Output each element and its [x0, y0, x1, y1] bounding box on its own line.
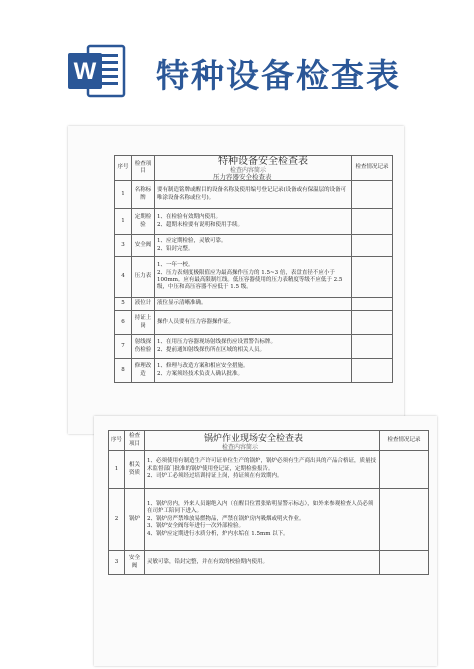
header-num: 序号	[115, 156, 132, 181]
table-row: 7 射线探伤检验 1、在用压力容器现场射线探伤应设置警告标牌。 2、提前通知射线探伤所在区域的相关人员。	[115, 335, 393, 359]
table-row: 1 定期检验 1、在检验有效期内使用。 2、超期未检要有说明和使用手续。	[115, 209, 393, 235]
doc1-overlay-heading: 压力容器安全检查表	[213, 173, 272, 181]
table-row: 1 相关资质 1、必须使用有制造生产许可证单位生产的锅炉，锅炉必须有生产商出具的产品合格证，质量技术监督部门批准的锅炉使用登记证，定期检验报告。 2、司炉工必须经过培训持证上岗，持证须在有效期内。	[109, 451, 429, 489]
doc1-subtitle: 检查内容简示	[230, 167, 267, 174]
doc2-table	[108, 430, 429, 575]
word-logo-letter: W	[73, 58, 97, 85]
header-item: 检查项目	[125, 431, 145, 451]
header-record: 检查情况记录	[380, 431, 429, 451]
header-num: 序号	[109, 431, 125, 451]
table-row: 5 液位计 液位显示清晰准确。	[115, 298, 393, 311]
table-row: 3 安全阀 1、应定期检验，灵敏可靠。 2、铅封完整。	[115, 235, 393, 257]
word-icon	[68, 44, 126, 98]
page-title: 特种设备检查表	[156, 56, 401, 95]
header-record: 检查情况记录	[352, 156, 393, 181]
table-row: 3 安全阀 灵敏可靠，铅封完整，并在有效的校验期内使用。	[109, 551, 429, 575]
doc2-title: 锅炉作业现场安全检查表	[204, 434, 304, 444]
banner	[0, 0, 474, 118]
header-content	[145, 431, 380, 451]
table-row: 2 锅炉 1、锅炉房内，外来人员谢绝入内（在醒目位置张贴明显警示标志），如外来参观检查人员必须在司炉工陪同下进入。 2、锅炉房严禁堆放易燃物品，严禁在锅炉房内吸烟或明火作业。 3、锅炉安全阀每年进行一次外部检验。 4、锅炉应定期进行水质分析，炉内水垢在 1.5mm 以下。	[109, 489, 429, 551]
header-item: 检查项目	[132, 156, 155, 181]
table-row: 1 名称标牌 要有制造铭牌或醒目的设备名称及使用编号登记记录(设备或有保温层的设备可唯涂设备名称或位号)。	[115, 181, 393, 209]
table-row: 8 修理改造 1、修理与改造方案和相应安全措施。 2、方案须经技术负责人确认批准。	[115, 359, 393, 383]
document-page-1	[68, 126, 404, 434]
table-row: 4 压力表 1、一年一校。 2、压力表刻度极限值应为最高操作压力的 1.5~3 倍，表盘直径不应小于 100mm。应有最高限制红线。低压容器使用的压力表精度等级不应低于 2.5 级，中压和高压容器不应低于 1.5 级。	[115, 257, 393, 298]
doc1-table	[114, 155, 393, 383]
document-page-2	[94, 416, 437, 666]
doc1-title: 特种设备安全检查表	[218, 156, 308, 167]
doc2-subtitle: 检查内容简示	[222, 444, 259, 451]
table-row: 6 持证上岗 操作人员要有压力容器操作证。	[115, 311, 393, 335]
